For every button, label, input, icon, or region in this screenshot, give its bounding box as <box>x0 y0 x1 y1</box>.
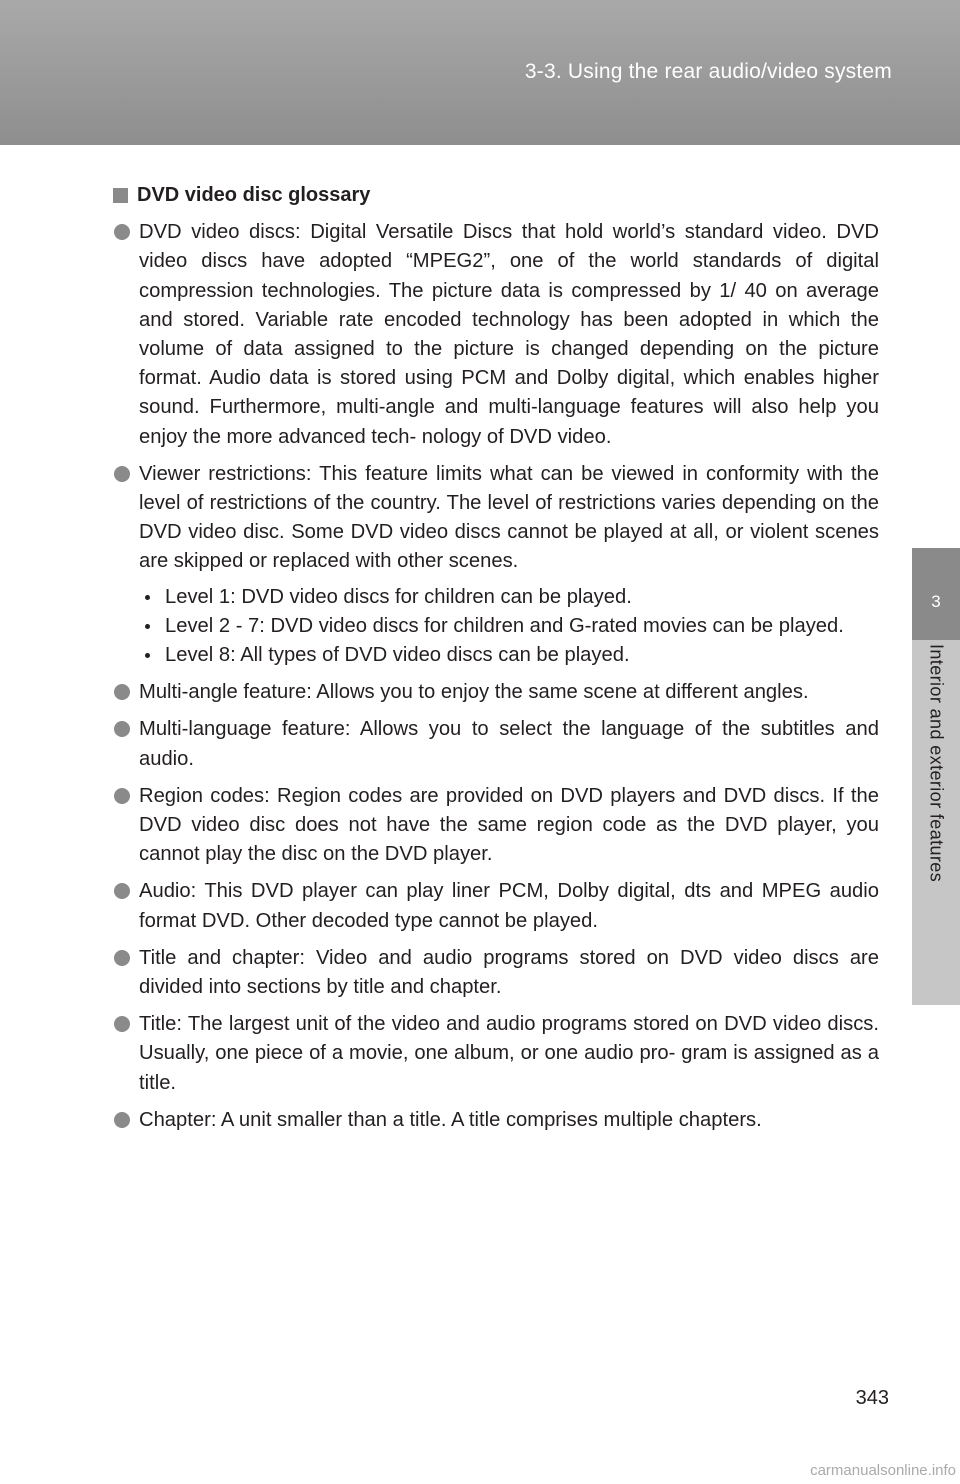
restriction-level-text: Level 2 - 7: DVD video discs for children and G-rated movies can be played. <box>165 614 844 637</box>
glossary-item-title-and-chapter <box>113 944 879 1002</box>
restriction-levels-list <box>139 583 879 671</box>
section-title: 3-3. Using the rear audio/video system <box>524 60 892 83</box>
glossary-item-text: DVD video discs: Digital Versatile Discs that hold world’s standard video. DVD video discs have adopted “MPEG2”, one of the world standards of digital compression technologies. The picture data is compressed by 1/ 40 on average and stored. Variable rate encoded technology has been adopted in which the volume of data assigned to the picture is changed depending on the picture format. Audio data is stored using PCM and Dolby digital, which enables higher sound. Furthermore, multi-angle and multi-language features will also help you enjoy the more advanced tech- nology of DVD video. <box>139 221 879 448</box>
page-content <box>113 181 879 1143</box>
section-heading-text: DVD video disc glossary <box>137 184 371 206</box>
glossary-item-chapter <box>113 1106 879 1135</box>
circle-bullet-icon <box>114 950 130 966</box>
glossary-item-text: Title and chapter: Video and audio programs stored on DVD video discs are divided into sections by title and chapter. <box>139 946 879 999</box>
list-item <box>139 583 879 612</box>
glossary-item-audio <box>113 877 879 935</box>
square-bullet-icon <box>113 188 128 203</box>
chapter-number: 3 <box>931 592 941 611</box>
list-item <box>139 612 879 641</box>
list-item <box>139 641 879 670</box>
glossary-item-multi-language <box>113 715 879 773</box>
dot-bullet-icon <box>145 653 150 658</box>
chapter-title: Interior and exterior features <box>926 644 947 883</box>
restriction-level-text: Level 8: All types of DVD video discs can be played. <box>165 644 630 667</box>
circle-bullet-icon <box>114 1016 130 1032</box>
section-heading <box>113 181 879 210</box>
dot-bullet-icon <box>145 624 150 629</box>
glossary-item-dvd-video-discs <box>113 218 879 452</box>
glossary-item-multi-angle <box>113 678 879 707</box>
glossary-item-text: Multi-language feature: Allows you to select the language of the subtitles and audio. <box>139 718 879 770</box>
glossary-item-viewer-restrictions <box>113 460 879 670</box>
circle-bullet-icon <box>114 684 130 700</box>
watermark: carmanualsonline.info <box>810 1462 956 1479</box>
circle-bullet-icon <box>114 1112 130 1128</box>
page-number: 343 <box>855 1387 889 1409</box>
restriction-level-text: Level 1: DVD video discs for children can be played. <box>165 585 632 608</box>
chapter-tab <box>912 548 960 640</box>
glossary-item-text: Viewer restrictions: This feature limits what can be viewed in conformity with the level of restrictions of the country. The level of restrictions varies depending on the DVD video disc. Some DVD video discs cannot be played at all, or violent scenes are skipped or replaced with other scenes. <box>139 462 879 573</box>
glossary-item-text: Region codes: Region codes are provided on DVD players and DVD discs. If the DVD video disc does not have the same region code as the DVD player, you cannot play the disc on the DVD player. <box>139 784 879 866</box>
circle-bullet-icon <box>114 721 130 737</box>
glossary-item-text: Audio: This DVD player can play liner PCM, Dolby digital, dts and MPEG audio format DVD. Other decoded type cannot be played. <box>139 880 879 932</box>
glossary-item-text: Chapter: A unit smaller than a title. A title comprises multiple chapters. <box>139 1108 762 1131</box>
circle-bullet-icon <box>114 224 130 240</box>
glossary-item-region-codes <box>113 782 879 870</box>
circle-bullet-icon <box>114 466 130 482</box>
dot-bullet-icon <box>145 595 150 600</box>
chapter-strip <box>912 640 960 1005</box>
glossary-item-title <box>113 1010 879 1098</box>
glossary-item-text: Multi-angle feature: Allows you to enjoy the same scene at different angles. <box>139 681 809 704</box>
header-band <box>0 0 960 145</box>
glossary-item-text: Title: The largest unit of the video and audio programs stored on DVD video discs. Usually, one piece of a movie, one album, or one audio pro- gram is assigned as a title. <box>139 1013 879 1094</box>
circle-bullet-icon <box>114 788 130 804</box>
circle-bullet-icon <box>114 883 130 899</box>
